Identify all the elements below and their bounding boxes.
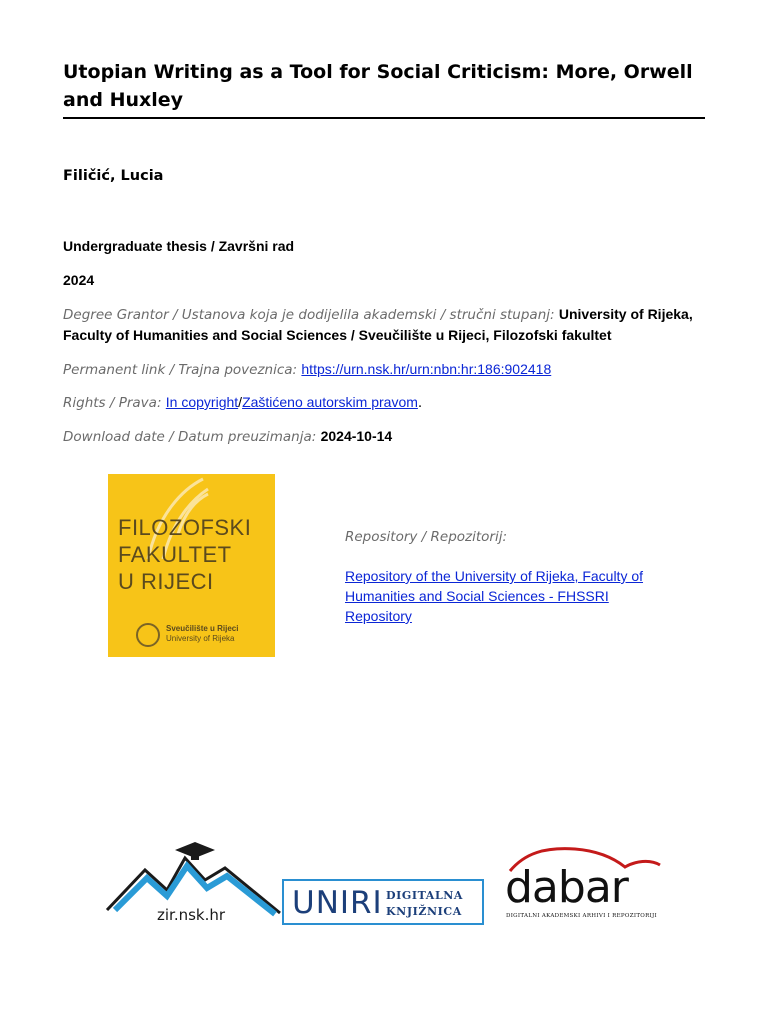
permanent-link-label: Permanent link / Trajna poveznica: bbox=[63, 362, 298, 378]
rights-link-in-copyright[interactable]: In copyright bbox=[165, 394, 239, 410]
uniri-logo-sub2: KNJIŽNICA bbox=[386, 905, 462, 918]
permanent-link-url[interactable]: https://urn.nsk.hr/urn:nbn:hr:186:902418 bbox=[301, 361, 552, 377]
thesis-type: Undergraduate thesis / Završni rad bbox=[63, 238, 295, 254]
degree-grantor-value: University of Rijeka, Faculty of Humanities and Social Sciences / Sveučilište u Rijeci, Filozofski fakultet bbox=[63, 306, 693, 343]
rights-link-zasticeno[interactable]: Zaštićeno autorskim pravom bbox=[242, 394, 418, 410]
faculty-logo-text: FILOZOFSKI FAKULTET U RIJECI bbox=[118, 515, 252, 594]
uniri-digitalna-knjiznica-logo bbox=[282, 879, 484, 925]
rights-label: Rights / Prava: bbox=[63, 395, 162, 411]
faculty-logo bbox=[108, 474, 275, 657]
rights-end: . bbox=[417, 395, 423, 411]
download-date bbox=[63, 426, 713, 447]
document-title: Utopian Writing as a Tool for Social Criticism: More, Orwell and Huxley bbox=[63, 61, 693, 111]
faculty-logo-uni-hr: Sveučilište u Rijeci bbox=[166, 624, 239, 633]
dabar-logo-subtitle: DIGITALNI AKADEMSKI ARHIVI I REPOZITORIJI bbox=[506, 913, 657, 919]
author-name: Filičić, Lucia bbox=[63, 168, 164, 184]
download-date-value: 2024-10-14 bbox=[320, 428, 393, 444]
degree-grantor bbox=[63, 304, 713, 346]
faculty-logo-uni-en: University of Rijeka bbox=[166, 634, 235, 643]
repository-link-wrap bbox=[345, 566, 675, 626]
uniri-logo-sub1: DIGITALNA bbox=[386, 889, 464, 902]
university-seal-icon bbox=[136, 623, 160, 647]
uniri-logo-text: UNIRI bbox=[292, 885, 383, 921]
repository-label: Repository / Repozitorij: bbox=[345, 529, 508, 545]
degree-grantor-label: Degree Grantor / Ustanova koja je dodijelila akademski / stručni stupanj: bbox=[63, 307, 555, 323]
zir-logo-text: zir.nsk.hr bbox=[157, 906, 226, 924]
repository-link[interactable]: Repository of the University of Rijeka, Faculty of Humanities and Social Sciences - FHSSRI Repository bbox=[345, 568, 644, 624]
dabar-logo-text: dabar bbox=[505, 862, 628, 913]
rights bbox=[63, 392, 713, 413]
title-divider bbox=[63, 117, 705, 119]
download-date-label: Download date / Datum preuzimanja: bbox=[63, 429, 317, 445]
rights-separator: / bbox=[238, 394, 243, 410]
permanent-link bbox=[63, 359, 713, 380]
year: 2024 bbox=[63, 272, 95, 288]
